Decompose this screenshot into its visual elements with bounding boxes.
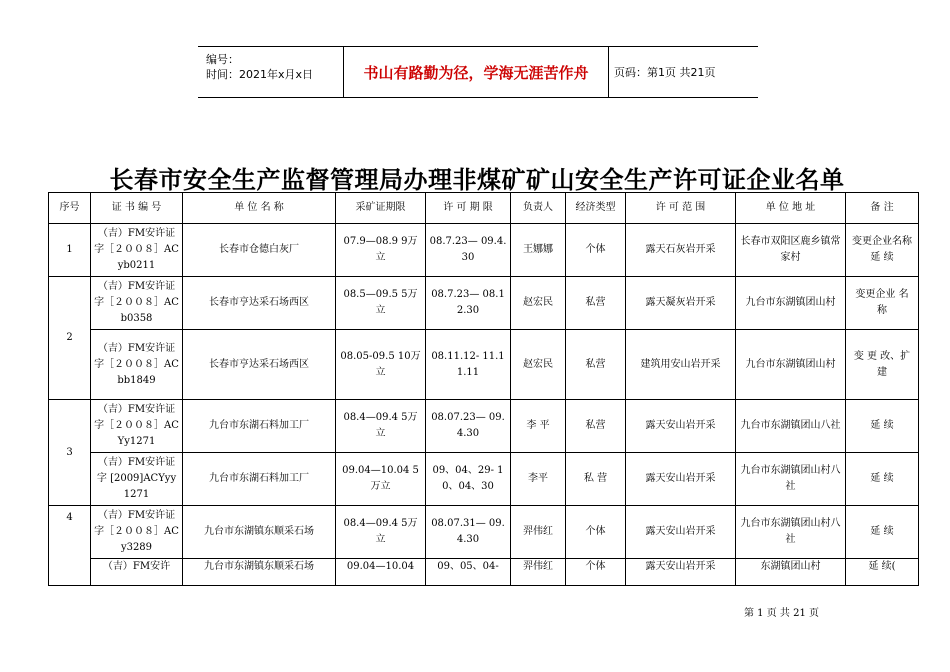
cell-person: 赵宏民 [511, 277, 566, 330]
cell-scope: 露天凝灰岩开采 [626, 277, 736, 330]
col-header: 负责人 [511, 193, 566, 224]
cell-scope: 露天石灰岩开采 [626, 224, 736, 277]
cell-seq: 1 [49, 224, 91, 277]
table-row [49, 453, 919, 506]
table-header-row [49, 193, 919, 224]
cell-cert: （吉）FM安许证字［２００８］AC bb1849 [91, 330, 183, 400]
cell-unit: 长春市仓德白灰厂 [183, 224, 336, 277]
cell-permit: 08.11.12- 11.11.11 [426, 330, 511, 400]
cell-addr: 长春市双阳区鹿乡镇常家村 [736, 224, 846, 277]
cell-type: 私营 [566, 330, 626, 400]
col-header: 经济类型 [566, 193, 626, 224]
document-header [198, 46, 758, 98]
cell-seq: 2 [49, 277, 91, 400]
cell-permit: 08.7.23— 08.12.30 [426, 277, 511, 330]
cell-mining: 08.05-09.5 10万立 [336, 330, 426, 400]
page-footer: 第 1 页 共 21 页 [744, 608, 819, 619]
cell-unit: 长春市亨达采石场西区 [183, 330, 336, 400]
cell-note: 延 续 [846, 453, 919, 506]
col-header: 单 位 名 称 [183, 193, 336, 224]
cell-permit: 08.7.23— 09.4.30 [426, 224, 511, 277]
cell-mining: 09.04—10.04 5万立 [336, 453, 426, 506]
cell-seq: 4 [49, 506, 91, 586]
cell-type: 个体 [566, 506, 626, 559]
cell-mining: 08.4—09.4 5万立 [336, 400, 426, 453]
cell-type: 私营 [566, 400, 626, 453]
header-time: 时间：2021年x月x日 [206, 68, 314, 81]
cell-scope: 露天安山岩开采 [626, 506, 736, 559]
col-header: 许 可 期 限 [426, 193, 511, 224]
cell-addr: 九台市东湖镇团山八社 [736, 400, 846, 453]
cell-unit: 长春市亨达采石场西区 [183, 277, 336, 330]
cell-permit: 08.07.23— 09.4.30 [426, 400, 511, 453]
cell-mining: 08.5—09.5 5万立 [336, 277, 426, 330]
col-header: 许 可 范 围 [626, 193, 736, 224]
cell-unit: 九台市东湖石料加工厂 [183, 453, 336, 506]
cell-mining: 08.4—09.4 5万立 [336, 506, 426, 559]
cell-addr: 九台市东湖镇团山村 [736, 330, 846, 400]
cell-mining: 09.04—10.04 [336, 559, 426, 586]
table-row [49, 224, 919, 277]
cell-addr: 九台市东湖镇团山村八社 [736, 506, 846, 559]
cell-cert: （吉）FM安许证字［２００８］ACyb0211 [91, 224, 183, 277]
cell-cert: （吉）FM安许证字［２００８］ACy3289 [91, 506, 183, 559]
cell-person: 赵宏民 [511, 330, 566, 400]
cell-type: 个体 [566, 224, 626, 277]
cell-person: 王娜娜 [511, 224, 566, 277]
header-number: 编号： [206, 53, 239, 66]
cell-note: 变更企业名称 延 续 [846, 224, 919, 277]
cell-addr: 九台市东湖镇团山村 [736, 277, 846, 330]
cell-addr: 九台市东湖镇团山村八社 [736, 453, 846, 506]
cell-person: 羿伟红 [511, 506, 566, 559]
cell-note: 变更企业 名 称 [846, 277, 919, 330]
license-table [48, 192, 919, 586]
cell-permit: 08.07.31— 09.4.30 [426, 506, 511, 559]
cell-cert: （吉）FM安许证字 [2009]ACYyy1271 [91, 453, 183, 506]
cell-type: 个体 [566, 559, 626, 586]
table-row [49, 559, 919, 586]
header-page: 页码：第1页 共21页 [614, 66, 716, 79]
cell-cert: （吉）FM安许证字［２００８］ACb0358 [91, 277, 183, 330]
cell-cert: （吉）FM安许证字［２００８］ACYy1271 [91, 400, 183, 453]
cell-permit: 09、05、04- [426, 559, 511, 586]
cell-scope: 建筑用安山岩开采 [626, 330, 736, 400]
cell-unit: 九台市东湖镇东顺采石场 [183, 559, 336, 586]
cell-person: 羿伟红 [511, 559, 566, 586]
col-header: 采矿证期限 [336, 193, 426, 224]
cell-unit: 九台市东湖石料加工厂 [183, 400, 336, 453]
cell-note: 延 续( [846, 559, 919, 586]
cell-unit: 九台市东湖镇东顺采石场 [183, 506, 336, 559]
table-row [49, 330, 919, 400]
cell-type: 私 营 [566, 453, 626, 506]
cell-person: 李平 [511, 453, 566, 506]
cell-note: 延 续 [846, 506, 919, 559]
col-header: 证 书 编 号 [91, 193, 183, 224]
header-motto: 书山有路勤为径，学海无涯苦作舟 [343, 47, 609, 97]
cell-scope: 露天安山岩开采 [626, 453, 736, 506]
table-row [49, 506, 919, 559]
col-header: 备 注 [846, 193, 919, 224]
col-header: 单 位 地 址 [736, 193, 846, 224]
cell-note: 延 续 [846, 400, 919, 453]
document-title: 长春市安全生产监督管理局办理非煤矿矿山安全生产许可证企业名单 [109, 165, 845, 194]
header-info [206, 52, 342, 82]
cell-person: 李 平 [511, 400, 566, 453]
table-row [49, 277, 919, 330]
cell-seq: 3 [49, 400, 91, 506]
cell-scope: 露天安山岩开采 [626, 400, 736, 453]
cell-mining: 07.9—08.9 9万立 [336, 224, 426, 277]
col-header: 序号 [49, 193, 91, 224]
cell-addr: 东湖镇团山村 [736, 559, 846, 586]
table-row [49, 400, 919, 453]
cell-note: 变 更 改、扩建 [846, 330, 919, 400]
cell-permit: 09、04、29- 10、04、30 [426, 453, 511, 506]
cell-cert: （吉）FM安许 [91, 559, 183, 586]
cell-type: 私营 [566, 277, 626, 330]
cell-scope: 露天安山岩开采 [626, 559, 736, 586]
